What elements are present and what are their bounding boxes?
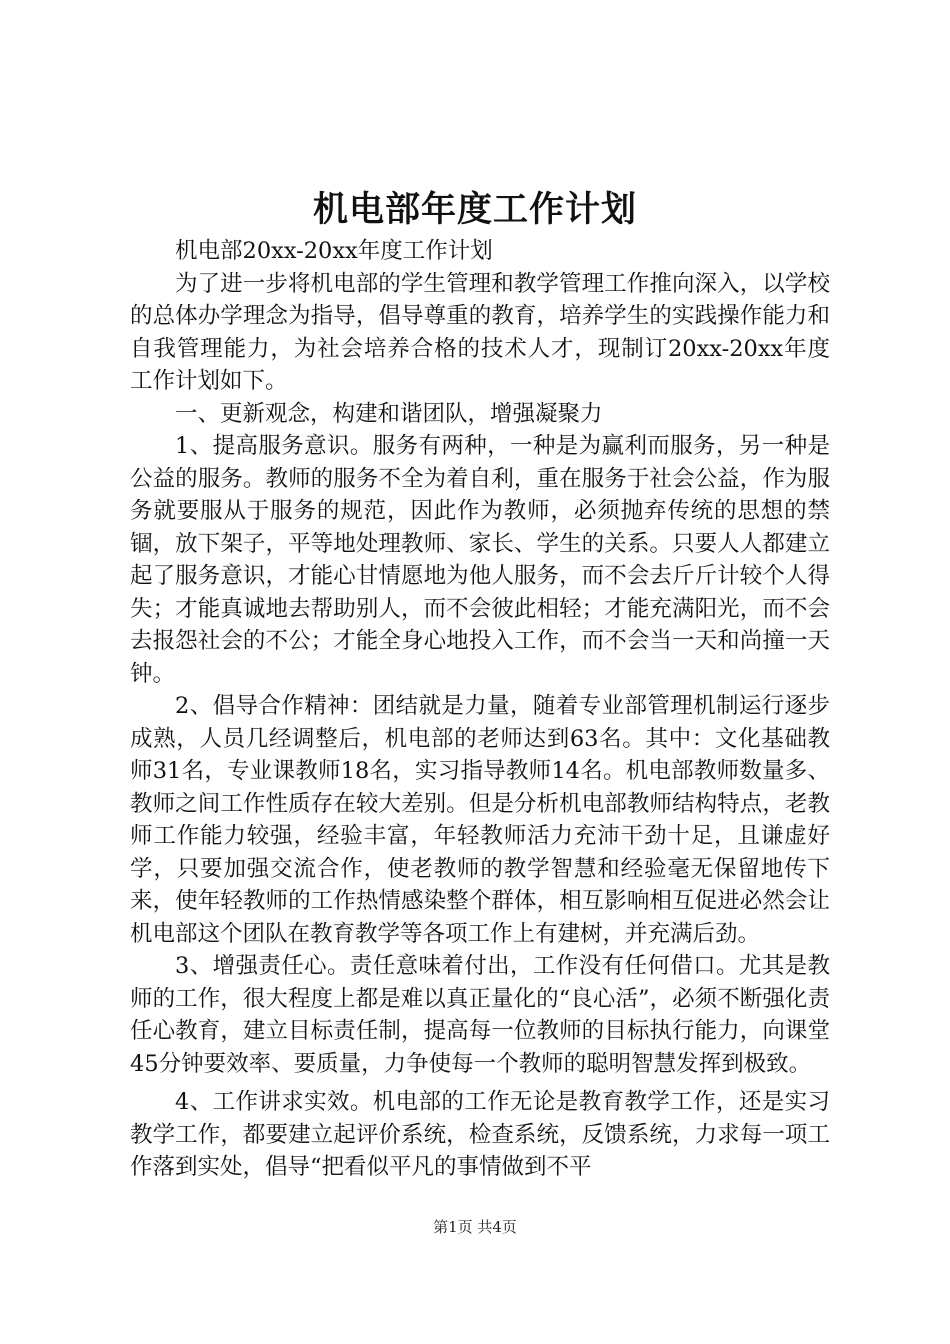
document-title: 机电部年度工作计划 xyxy=(312,189,637,230)
section-heading: 一、更新观念，构建和谐团队，增强凝聚力 xyxy=(175,400,603,427)
paragraph-service-awareness: 1、提高服务意识。服务有两种，一种是为赢利而服务，另一种是公益的服务。教师的服务不全为着自利，重在服务于社会公益，作为服务就要服从于服务的规范，因此作为教师，必须抛弃传统的思想的禁锢，放下架子，平等地处理教师、家长、学生的关系。只要人人都建立起了服务意识，才能心甘情愿地为他人服务，而不会去斤斤计较个人得失；才能真诚地去帮助别人，而不会彼此相轻；才能充满阳光，而不会去报怨社会的不公；才能全身心地投入工作，而不会当一天和尚撞一天钟。 xyxy=(130,433,830,687)
subtitle-paragraph: 机电部20xx-20xx年度工作计划 xyxy=(175,238,493,264)
paragraph-responsibility: 3、增强责任心。责任意味着付出，工作没有任何借口。尤其是教师的工作，很大程度上都是难以真正量化的“良心活”，必须不断强化责任心教育，建立目标责任制，提高每一位教师的目标执行能力，向课堂45分钟要效率、要质量，力争使每一个教师的聪明智慧发挥到极致。 xyxy=(130,953,830,1077)
document-body xyxy=(130,235,830,1184)
paragraph-effectiveness: 4、工作讲求实效。机电部的工作无论是教育教学工作，还是实习教学工作，都要建立起评价系统，检查系统，反馈系统，力求每一项工作落到实处，倡导“把看似平凡的事情做到不平 xyxy=(130,1089,830,1180)
intro-paragraph: 为了进一步将机电部的学生管理和教学管理工作推向深入，以学校的总体办学理念为指导，倡导尊重的教育，培养学生的实践操作能力和自我管理能力，为社会培养合格的技术人才，现制订20xx-20xx年度工作计划如下。 xyxy=(130,270,830,394)
page-footer: 第1页 共4页 xyxy=(433,1218,517,1236)
paragraph-cooperation: 2、倡导合作精神：团结就是力量，随着专业部管理机制运行逐步成熟，人员几经调整后，机电部的老师达到63名。其中：文化基础教师31名，专业课教师18名，实习指导教师14名。机电部教师数量多、教师之间工作性质存在较大差别。但是分析机电部教师结构特点，老教师工作能力较强，经验丰富，年轻教师活力充沛干劲十足，且谦虚好学，只要加强交流合作，使老教师的教学智慧和经验毫无保留地传下来，使年轻教师的工作热情感染整个群体，相互影响相互促进必然会让机电部这个团队在教育教学等各项工作上有建树，并充满后劲。 xyxy=(130,693,830,947)
